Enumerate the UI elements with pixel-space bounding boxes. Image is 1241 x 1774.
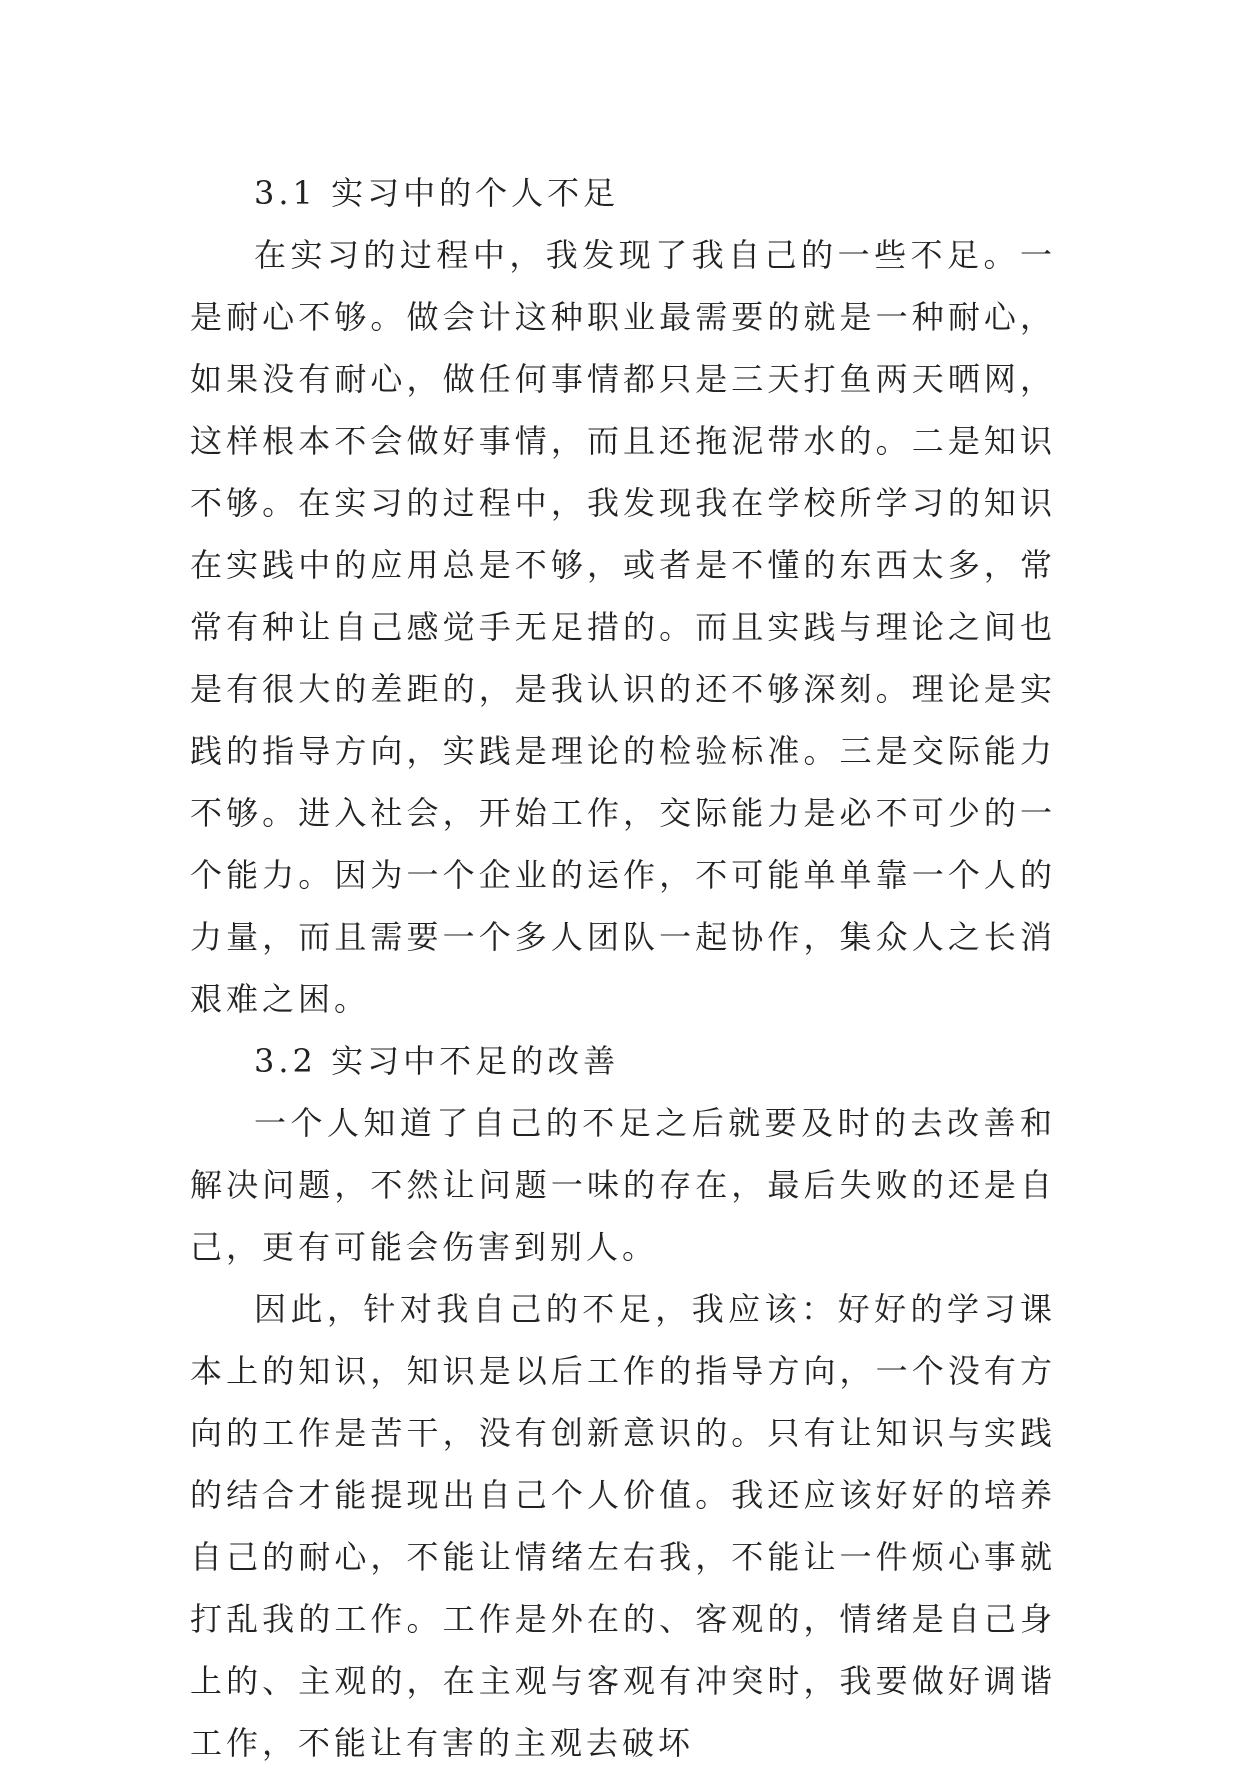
section-heading-3-2: 3.2 实习中不足的改善: [254, 1042, 620, 1080]
paragraph-shortcomings: 在实习的过程中，我发现了我自己的一些不足。一是耐心不够。做会计这种职业最需要的就是一种耐心，如果没有耐心，做任何事情都只是三天打鱼两天晒网，这样根本不会做好事情，而且还拖泥带水的。二是知识不够。在实习的过程中，我发现我在学校所学习的知识在实践中的应用总是不够，或者是不懂的东西太多，常常有种让自己感觉手无足措的。而且实践与理论之间也是有很大的差距的，是我认识的还不够深刻。理论是实践的指导方向，实践是理论的检验标准。三是交际能力不够。进入社会，开始工作，交际能力是必不可少的一个能力。因为一个企业的运作，不可能单单靠一个人的力量，而且需要一个多人团队一起协作，集众人之长消艰难之困。: [190, 236, 1056, 1018]
paragraph-improvement-intro: 一个人知道了自己的不足之后就要及时的去改善和解决问题，不然让问题一味的存在，最后失败的还是自己，更有可能会伤害到别人。: [190, 1104, 1056, 1266]
paragraph-improvement-plan: 因此，针对我自己的不足，我应该：好好的学习课本上的知识，知识是以后工作的指导方向，一个没有方向的工作是苦干，没有创新意识的。只有让知识与实践的结合才能提现出自己个人价值。我还应该好好的培养自己的耐心，不能让情绪左右我，不能让一件烦心事就打乱我的工作。工作是外在的、客观的，情绪是自己身上的、主观的，在主观与客观有冲突时，我要做好调谐工作，不能让有害的主观去破坏: [190, 1290, 1056, 1762]
section-heading-3-1: 3.1 实习中的个人不足: [254, 174, 620, 212]
document-page: [190, 162, 1056, 1774]
